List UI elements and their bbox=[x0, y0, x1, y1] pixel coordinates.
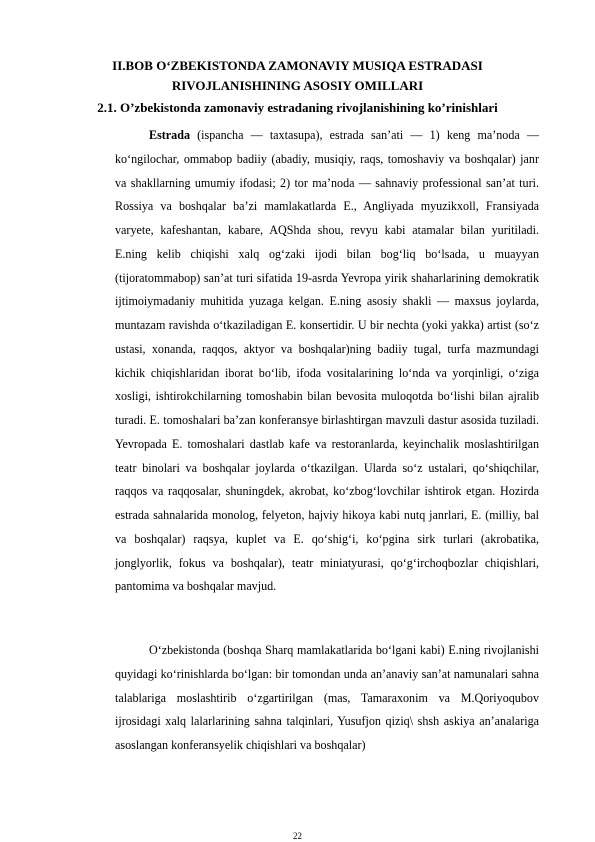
section-title: 2.1. O’zbekistonda zamonaviy estradaning rivojlanishining ko’rinishlari bbox=[97, 100, 498, 115]
paragraph-text: O‘zbekistonda (boshqa Sharq mamlakatlarida bo‘lgani kabi) E.ning rivojlanishi quyidagi ko‘rinishlarda bo‘lgan: bir tomondan unda an’anaviy san’at namunalari sahna talablariga moslashtirib o‘zgartirilgan (mas, Tamaraxonim va M.Qoriyoqubov ijrosidagi xalq lalarlarining sahna talqinlari, Yusufjon qiziq\ shsh askiya an’analariga asoslangan konferansyelik chiqishlari va boshqalar) bbox=[115, 643, 539, 752]
page-number: 22 bbox=[293, 831, 302, 841]
term-estrada: Estrada bbox=[149, 128, 190, 142]
paragraph-estrada-definition bbox=[115, 124, 539, 599]
paragraph-uzbekistan-development bbox=[115, 639, 539, 758]
chapter-title: II.BOB O‘ZBEKISTONDA ZAMONAVIY MUSIQA ESTRADASI bbox=[112, 58, 483, 73]
chapter-subtitle: RIVOJLANISHINING ASOSIY OMILLARI bbox=[171, 78, 424, 93]
paragraph-text: (ispancha — taxtasupa), estrada san’ati — 1) keng ma’noda — ko‘ngilochar, ommabop badiiy (abadiy, musiqiy, raqs, tomoshaviy va boshqalar) janr va shakllarning umumiy ifodasi; 2) tor ma’noda — sahnaviy professional san’at turi. Rossiya va boshqalar ba’zi mamlakatlarda E., Angliyada myuzikxoll, Fransiyada varyete, kafeshantan, kabare, AQShda shou, revyu kabi atamalar bilan yuritiladi. E.ning kelib chiqishi xalq og‘zaki ijodi bilan bog‘liq bo‘lsada, u muayyan (tijoratommabop) san’at turi sifatida 19-asrda Yevropa yirik shaharlarining demokratik ijtimoiymadaniy muhitida yuzaga kelgan. E.ning asosiy shakli — maxsus joylarda, muntazam ravishda o‘tkaziladigan E. konsertidir. U bir nechta (yoki yakka) artist (so‘z ustasi, xonanda, raqqos, aktyor va boshqalar)ning badiiy tugal, turfa mazmundagi kichik chiqishlaridan iborat bo‘lib, ifoda vositalarining lo‘nda va yorqinligi, o‘ziga xosligi, ishtirokchilarning tomoshabin bilan bevosita muloqotda bo‘lishi bilan ajralib turadi. E. tomoshalari ba’zan konferansye birlashtirgan mavzuli dastur asosida tuziladi. Yevropada E. tomoshalari dastlab kafe va restoranlarda, keyinchalik moslashtirilgan teatr binolari va boshqalar joylarda o‘tkazilgan. Ularda so‘z ustalari, qo‘shiqchilar, raqqos va raqqosalar, shuningdek, akrobat, ko‘zbog‘lovchilar ishtirok etgan. Hozirda estrada sahnalarida monolog, felyeton, hajviy hikoya kabi nutq janrlari, E. (milliy, bal va boshqalar) raqsya, kuplet va E. qo‘shig‘i, ko‘pgina sirk turlari (akrobatika, jonglyorlik, fokus va boshqalar), teatr miniatyurasi, qo‘g‘irchoqbozlar chiqishlari, pantomima va boshqalar mavjud. bbox=[115, 128, 539, 594]
